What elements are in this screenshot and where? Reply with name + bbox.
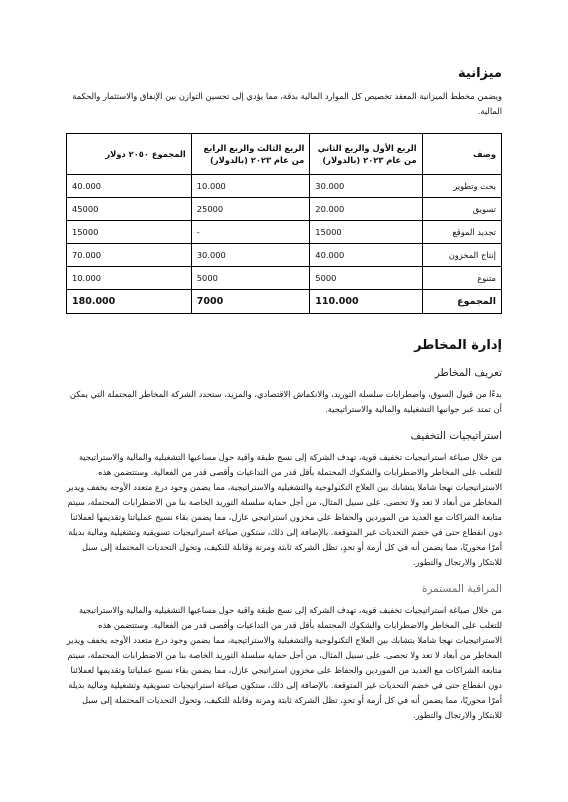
table-total-row	[67, 290, 502, 314]
monitoring-heading: المراقبة المستمرة	[421, 583, 502, 595]
monitoring-section	[66, 583, 502, 723]
cell-desc: بحث وتطوير	[422, 175, 501, 198]
cell-q1q2: 40.000	[310, 244, 422, 267]
cell-q3q4: 30.000	[191, 244, 310, 267]
cell-q1q2: 20.000	[310, 198, 422, 221]
table-row	[67, 221, 502, 244]
header-q1q2: الربع الأول والربع الثاني من عام ٢٠٢٣ (بالدولار)	[310, 134, 422, 175]
cell-q3q4: 7000	[191, 290, 310, 314]
header-q3q4: الربع الثالث والربع الرابع من عام ٢٠٢٣ (بالدولار)	[191, 134, 310, 175]
header-total: المجموع ٢٠٥٠ دولار	[67, 134, 192, 175]
cell-q1q2: 5000	[310, 267, 422, 290]
cell-desc: إنتاج المخزون	[422, 244, 501, 267]
cell-q1q2: 110.000	[310, 290, 422, 314]
cell-q3q4: 5000	[191, 267, 310, 290]
cell-total: 70.000	[67, 244, 192, 267]
cell-total: 15000	[67, 221, 192, 244]
mitigation-text: من خلال صياغة استراتيجيات تخفيف قوية، تهدف الشركة إلى نسج طبقة واقية حول مساعيها التشغيلية والمالية والاستراتيجية للتغلب على المخاطر والاضطرابات والشكوك المحتملة بأقل قدر من التداعيات وأقصى قدر من الفعالية. وستتضمن هذه الاستراتيجيات نهجا شاملا يتشابك بين العلاج التكنولوجية والتشغيلية والاستراتيجية، مما يضمن وجود درع متعدد الأوجه يخفف ويدير المخاطر من أبعاد لا تعد ولا تحصى. على سبيل المثال، من أجل حماية سلسلة التوريد الخاصة بنا من الاضطرابات المحتملة، سيتم متابعة الشراكات مع العديد من الموردين والحفاظ على مخزون استراتيجي عازل، مما يضمن بقاء نسيج عملياتنا وتقديمها لعملائنا دون انقطاع حتى في خضم التحديات غير المتوقعة. بالإضافة إلى ذلك، ستكون صياغة استراتيجيات تسويقية وتشغيلية ومالية بديلة أمرًا محوريًا، مما يضمن أنه في كل أزمة أو تحدٍ، تظل الشركة ثابتة ومرنة وقابلة للتكيف، وتحول التحديات المحتملة إلى سبل للابتكار والارتجال والتطور.	[66, 452, 502, 567]
cell-total: 10.000	[67, 267, 192, 290]
budget-table	[66, 133, 502, 314]
risk-definition-heading: تعريف المخاطر	[434, 367, 502, 379]
header-desc: وصف	[422, 134, 501, 175]
table-row	[67, 175, 502, 198]
mitigation-heading: استراتيجيات التخفيف	[410, 430, 502, 442]
cell-q3q4: -	[191, 221, 310, 244]
budget-intro: ويضمن مخطط الميزانية المعقد تخصيص كل الموارد المالية بدقة، مما يؤدي إلى تحسين التوازن بين الإنفاق والاستثمار والحكمة المالية.	[72, 91, 502, 116]
risk-title: إدارة المخاطر	[414, 338, 502, 353]
mitigation-section	[66, 430, 502, 570]
cell-total: 40.000	[67, 175, 192, 198]
cell-desc: المجموع	[422, 290, 501, 314]
cell-q1q2: 15000	[310, 221, 422, 244]
table-row	[67, 244, 502, 267]
cell-desc: تجديد الموقع	[422, 221, 501, 244]
cell-total: 45000	[67, 198, 192, 221]
budget-title: ميزانية	[458, 66, 502, 81]
cell-total: 180.000	[67, 290, 192, 314]
cell-q1q2: 30.000	[310, 175, 422, 198]
budget-table-header-row	[67, 134, 502, 175]
table-row	[67, 267, 502, 290]
table-row	[67, 198, 502, 221]
cell-q3q4: 10.000	[191, 175, 310, 198]
cell-q3q4: 25000	[191, 198, 310, 221]
monitoring-text: من خلال صياغة استراتيجيات تخفيف قوية، تهدف الشركة إلى نسج طبقة واقية حول مساعيها التشغيلية والمالية والاستراتيجية للتغلب على المخاطر والاضطرابات والشكوك المحتملة بأقل قدر من التداعيات وأقصى قدر من الفعالية. وستتضمن هذه الاستراتيجيات نهجا شاملا يتشابك بين العلاج التكنولوجية والتشغيلية والاستراتيجية، مما يضمن وجود درع متعدد الأوجه يخفف ويدير المخاطر من أبعاد لا تعد ولا تحصى. على سبيل المثال، من أجل حماية سلسلة التوريد الخاصة بنا من الاضطرابات المحتملة، سيتم متابعة الشراكات مع العديد من الموردين والحفاظ على مخزون استراتيجي عازل، مما يضمن بقاء نسيج عملياتنا وتقديمها لعملائنا دون انقطاع حتى في خضم التحديات غير المتوقعة. بالإضافة إلى ذلك، ستكون صياغة استراتيجيات تسويقية وتشغيلية ومالية بديلة أمرًا محوريًا، مما يضمن أنه في كل أزمة أو تحدٍ، تظل الشركة ثابتة ومرنة وقابلة للتكيف، وتحول التحديات المحتملة إلى سبل للابتكار والارتجال والتطور.	[66, 605, 502, 720]
cell-desc: تسويق	[422, 198, 501, 221]
cell-desc: متنوع	[422, 267, 501, 290]
risk-definition-text: بدءًا من قبول السوق، واضطرابات سلسلة التوريد، والانكماش الاقتصادي، والمزيد، ستحدد الشركة المخاطر المحتملة التي يمكن أن تمتد عبر جوانبها التشغيلية والمالية والاستراتيجية.	[69, 389, 502, 414]
risk-definition-section	[66, 367, 502, 417]
